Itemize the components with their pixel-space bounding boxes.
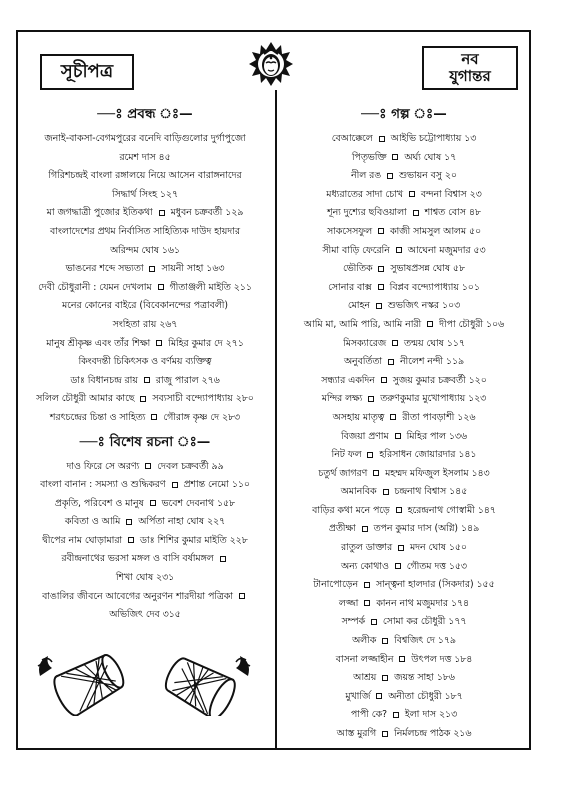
separator-square-icon [140,396,146,402]
toc-entry: পিতৃভক্তি অর্ঘ্য ঘোষ ১৭ [351,151,457,163]
separator-square-icon [364,600,370,606]
toc-entry: কবিতা ও আমি অর্পিতা নাহা ঘোষ ২২৭ [64,516,226,528]
separator-square-icon [239,593,245,599]
separator-square-icon [367,452,373,458]
separator-square-icon [379,136,385,142]
toc-entry: বাংলাদেশের প্রথম নির্বাসিত সাহিত্যিক দাউদ হায়দার [50,225,240,237]
magazine-name-box [422,46,518,90]
separator-square-icon [387,173,393,179]
special-writings-heading: —ঃ বিশেষ রচনা ঃ— [79,433,211,450]
toc-entry: সাকসেসফুল কাজী সামসুল আলম ৫০ [326,225,482,237]
toc-entry: বাসনা লজ্জাহীন উৎপল দত্ত ১৮৪ [335,653,473,665]
separator-square-icon [388,359,394,365]
toc-entry: অলীক বিশ্বজিৎ দে ১৭৯ [352,635,456,647]
separator-square-icon [128,537,134,543]
toc-entry: দেবী চৌধুরানী : যেমন দেখলাম গীতাঞ্জলী মাইতি ২১১ [38,281,252,293]
goddess-face-emblem-icon [247,40,295,88]
separator-square-icon [392,340,398,346]
toc-entry: অরিন্দম ঘোষ ১৬১ [110,244,180,256]
toc-entry: সলিল চৌধুরী আমার কাছে সব্যসাচী বন্দ্যোপাধ্যায় ২৮০ [36,393,254,405]
toc-entry: দাও ফিরে সে অরণ্য দেবল চক্রবর্তী ৯৯ [66,460,224,472]
toc-entry: শিখা ঘোষ ২৩১ [115,572,175,584]
separator-square-icon [149,266,155,272]
toc-entry: অনুবর্তিতা নীলেশ নন্দী ১১৯ [343,356,465,368]
toc-entry: অন্য কোথাও গৌতম দত্ত ১৫৩ [341,560,467,572]
toc-entry: নীল রঙ শুভায়ন বসু ২০ [351,170,457,182]
toc-entry: মনের কোনের বাইরে (বিবেকানন্দের পত্রাবলী) [62,300,228,312]
separator-square-icon [376,693,382,699]
toc-entry: বাঙালির জীবনে আবেগের অনুরণন শারদীয়া পত্রিকা [22,588,268,607]
toc-entry: আস্ত মুরগি নির্মলচন্দ্র পাঠক ২১৬ [336,728,472,739]
separator-square-icon [126,519,132,525]
separator-square-icon [413,210,419,216]
contents-title: সূচীপত্র [60,60,114,82]
toc-entry: সন্ধ্যার একদিন সুজয় কুমার চক্রবর্তী ১২০ [321,374,487,386]
toc-entry: দ্বীপের নাম ঘোড়ামারা ডাঃ শিশির কুমার মাইতি ২২৮ [42,534,248,546]
toc-entry: ভাঙনের শব্দে সভ্যতা সায়নী সাহা ১৬৩ [65,263,225,275]
toc-entry: মানুষ শ্রীকৃষ্ণ এবং তাঁর শিক্ষা মিহির কুমার দে ২৭১ [46,337,244,349]
toc-entry: লজ্জা কানন নাথ মজুমদার ১৭৪ [338,597,470,609]
column-divider [275,90,277,750]
separator-square-icon [378,228,384,234]
toc-entry: সংহিতা রায় ২৬৭ [112,318,178,330]
toc-entry: মা জগদ্ধাত্রী পুজোর ইতিকথা মধুবন চক্রবর্তী ১২৯ [46,207,244,219]
separator-square-icon [220,556,226,562]
separator-square-icon [395,433,401,439]
toc-entry: প্রকৃতি, পরিবেশ ও মানুষ ভবেশ দেবনাথ ১৫৮ [54,497,236,509]
separator-square-icon [172,482,178,488]
toc-entry: শূন্য দুশ্যের ছবিওয়ালা শাশ্বত বোস ৪৮ [327,207,481,219]
separator-square-icon [392,154,398,160]
toc-entry: বিজয়া প্রণাম মিহির পাল ১৩৬ [340,430,468,442]
separator-square-icon [427,321,433,327]
toc-entry: রাতুল ডাক্তার মদন ঘোষ ১৫০ [341,542,467,554]
toc-entry: অসহায় মাতৃত্ব রীতা পাবড়াশী ১২৬ [332,411,476,423]
drums-dhak-icon [34,636,254,716]
toc-entry: প্রতীক্ষা তপন কুমার দাস (অগ্নি) ১৪৯ [328,523,480,535]
toc-entry: বেআক্কেলে আইভি চট্টোপাধ্যায় ১৩ [331,133,477,144]
toc-entry: টানাপোড়েন সান্ত্বনা হালদার (সিকদার) ১৫৫ [313,579,495,591]
toc-entry: ভৌতিক সুভাষপ্রসন্ন ঘোষ ৫৮ [342,263,465,275]
separator-square-icon [150,500,156,506]
separator-square-icon [159,210,165,216]
separator-square-icon [145,463,151,469]
separator-square-icon [395,563,401,569]
separator-square-icon [409,191,415,197]
toc-entry: মোহন শুভজিৎ নস্কর ১০৩ [347,300,461,312]
separator-square-icon [399,656,405,662]
stories-heading: —ঃ গল্প ঃ— [361,106,447,122]
toc-entry: অমানবিক চন্দ্রনাথ বিশ্বাস ১৪৫ [340,486,468,498]
toc-entry: বাংলা বানান : সমস্যা ও শুদ্ধিকরণ প্রশান্ত নেমো ১১০ [40,479,250,491]
separator-square-icon [144,377,150,383]
toc-entry: নিট ফল হরিসাধন জোয়ারদার ১৪১ [331,449,477,461]
essays-heading: —ঃ প্রবন্ধ ঃ— [97,106,193,122]
separator-square-icon [376,303,382,309]
contents-title-box [40,54,134,90]
separator-square-icon [371,619,377,625]
separator-square-icon [378,266,384,272]
toc-entry: সোনার বাক্স বিপ্লব বন্দ্যোপাধ্যায় ১০১ [328,281,480,293]
toc-entry: সিদ্ধার্থ সিংহ ১২৭ [111,188,179,200]
separator-square-icon [381,377,387,383]
separator-square-icon [368,396,374,402]
separator-square-icon [398,545,404,551]
separator-square-icon [382,675,388,681]
toc-entry: রবীন্দ্রনাথের ভরসা মঙ্গল ও বাসি বর্ষামঙ্গল [22,550,268,569]
separator-square-icon [382,638,388,644]
toc-entry: ডাঃ বিধানচন্দ্র রায় রাজু পারাল ২৭৬ [70,374,220,386]
separator-square-icon [383,489,389,495]
left-column [22,100,268,625]
toc-entry: কিংবদন্তী চিকিৎসক ও বর্ণময় ব্যক্তিত্ব [78,356,212,368]
toc-entry: গিরিশচন্দ্রই বাংলা রঙ্গালয়ে নিয়ে আসেন বারাঙ্গনাদের [48,170,242,182]
separator-square-icon [156,340,162,346]
toc-entry: মিসক্যারেজ তন্ময় ঘোষ ১১৭ [343,337,465,349]
toc-entry: মুখার্জি অনীতা চৌধুরী ১৮৭ [345,690,463,702]
separator-square-icon [158,284,164,290]
toc-entry: মধ্যরাতের সাদা চোখ বন্দনা বিশ্বাস ২৩ [326,188,482,200]
toc-entry: আশ্রয় জয়ন্ত সাহা ১৮৬ [353,672,455,684]
separator-square-icon [396,507,402,513]
toc-entry: জনাই-বাকসা-বেগমপুরের বনেদি বাড়িগুলোর দুর্গাপুজো [44,133,246,144]
magazine-name-line2: যুগান্তর [449,67,491,85]
toc-entry: পাপী কে? ইলা দাস ২১৩ [350,709,458,721]
separator-square-icon [396,247,402,253]
right-column [282,100,526,744]
separator-square-icon [364,582,370,588]
toc-entry: চতুর্থ জাগরণ মহম্মদ মফিজুল ইসলাম ১৪৩ [318,467,490,479]
separator-square-icon [382,731,388,737]
separator-square-icon [362,526,368,532]
toc-entry: শরৎচন্দ্রের চিন্তা ও সাহিত্য গৌরাঙ্গ কৃষ্ণ দে ২৮৩ [49,411,241,423]
separator-square-icon [390,414,396,420]
separator-square-icon [393,712,399,718]
toc-entry: আমি মা, আমি পারি, আমি নারী দীপা চৌধুরী ১০৬ [303,318,505,330]
toc-entry: বাড়ির কথা মনে পড়ে হরেন্দ্রনাথ গোস্বামী ১৪৭ [312,504,496,516]
separator-square-icon [373,470,379,476]
toc-entry: মন্দির লক্ষ্য তরুণকুমার মুখোপাধ্যায় ১২৩ [321,393,487,405]
toc-entry: অভিজিৎ দেব ৩১৫ [109,609,181,621]
separator-square-icon [151,414,157,420]
magazine-name-line1: নব [461,50,479,68]
toc-entry: সীমা বাড়ি ফেরেনি আঘেনা মজুমদার ৫৩ [322,244,486,256]
toc-entry: সম্পর্ক সোমা কর চৌধুরী ১৭৭ [341,616,467,628]
toc-entry: রমেশ দাস ৪৫ [119,151,171,163]
separator-square-icon [378,284,384,290]
